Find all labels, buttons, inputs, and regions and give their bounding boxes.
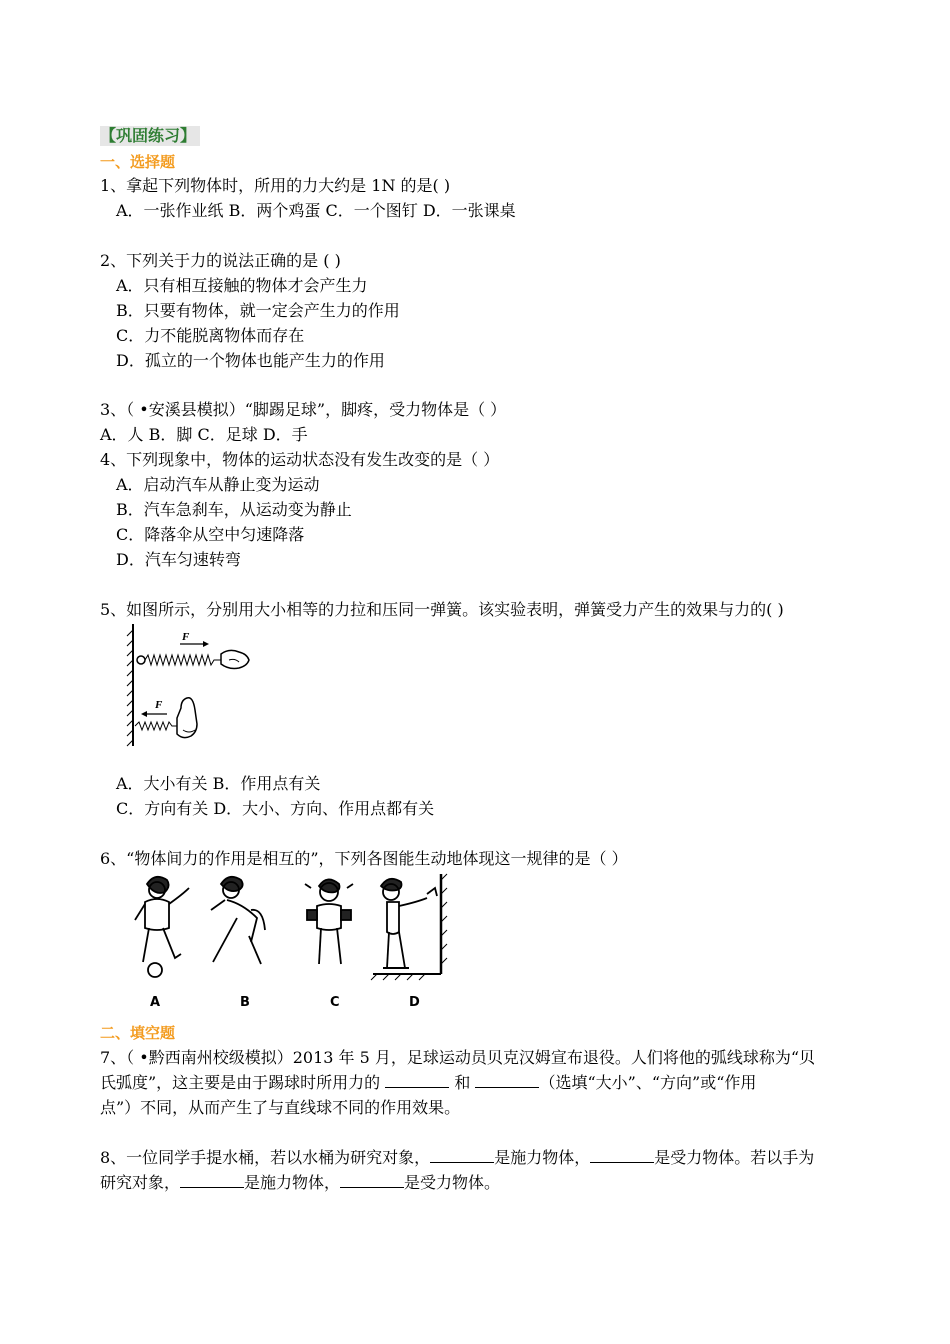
q2-stem: 2、下列关于力的说法正确的是 ( ) [100, 251, 341, 270]
q7-line2-text-b: 和 [449, 1073, 476, 1092]
interaction-figures-svg [125, 870, 455, 1012]
q8-blank-1[interactable] [430, 1148, 494, 1163]
figure-label-b: B [240, 995, 250, 1010]
q7-blank-2[interactable] [475, 1073, 539, 1088]
q7-line2-text-c: （选填“大小”、“方向”或“作用 [539, 1073, 757, 1092]
q4-option-b: B．汽车急刹车，从运动变为静止 [116, 500, 352, 519]
q8-line2-text-b: 是施力物体， [244, 1173, 341, 1192]
figure-label-a: A [150, 995, 161, 1010]
spring-figure [125, 620, 255, 750]
q8-line1-text-a: 8、一位同学手提水桶，若以水桶为研究对象， [100, 1148, 431, 1167]
q1-options: A．一张作业纸 B．两个鸡蛋 C．一个图钉 D．一张课桌 [116, 201, 516, 220]
figure-b-bending-boy [211, 877, 265, 964]
q5-options-row2: C．方向有关 D．大小、方向、作用点都有关 [116, 799, 435, 818]
spring-diagram [125, 620, 255, 750]
figure-c-fists-boy [305, 879, 353, 964]
q7-line2 [100, 1073, 756, 1093]
q8-line1-text-c: 是受力物体。若以手为 [654, 1148, 815, 1167]
q3-options: A．人 B．脚 C．足球 D．手 [100, 425, 308, 444]
q8-blank-4[interactable] [340, 1173, 404, 1188]
q8-line2-text-a: 研究对象， [100, 1173, 181, 1192]
q8-blank-2[interactable] [590, 1148, 654, 1163]
q5-stem: 5、如图所示，分别用大小相等的力拉和压同一弹簧。该实验表明，弹簧受力产生的效果与力的( ) [100, 600, 784, 619]
q3-stem: 3、（ •安溪县模拟）“脚踢足球”，脚疼，受力物体是（ ） [100, 400, 507, 419]
q6-stem: 6、“物体间力的作用是相互的”，下列各图能生动地体现这一规律的是（ ） [100, 849, 628, 868]
section-fill-heading: 二、填空题 [100, 1024, 176, 1042]
q8-line2 [100, 1173, 500, 1193]
q7-line2-text-a: 氏弧度”，这主要是由于踢球时所用力的 [100, 1073, 386, 1092]
q4-option-c: C．降落伞从空中匀速降落 [116, 525, 305, 544]
q7-line1: 7、（ •黔西南州校级模拟）2013 年 5 月，足球运动员贝克汉姆宣布退役。人们将他的弧线球称为“贝 [100, 1048, 816, 1067]
figure-label-c: C [330, 995, 340, 1010]
figure-d-pushing-boy [371, 874, 447, 980]
q5-options-row1: A．大小有关 B．作用点有关 [116, 774, 321, 793]
page-title: 【巩固练习】 [100, 126, 200, 146]
figure-label-d: D [409, 995, 420, 1010]
q8-blank-3[interactable] [180, 1173, 244, 1188]
q7-line3: 点”）不同，从而产生了与直线球不同的作用效果。 [100, 1098, 461, 1117]
q1-stem: 1、拿起下列物体时，所用的力大约是 1N 的是( ) [100, 176, 451, 195]
q2-option-b: B．只要有物体，就一定会产生力的作用 [116, 301, 400, 320]
q8-line1-text-b: 是施力物体， [494, 1148, 591, 1167]
q8-line1 [100, 1148, 814, 1168]
section-choice-heading: 一、选择题 [100, 153, 176, 171]
q2-option-a: A．只有相互接触的物体才会产生力 [116, 276, 368, 295]
q2-option-c: C．力不能脱离物体而存在 [116, 326, 305, 345]
force-label-lower: F [155, 699, 163, 711]
q4-option-a: A．启动汽车从静止变为运动 [116, 475, 320, 494]
q4-stem: 4、下列现象中，物体的运动状态没有发生改变的是（ ） [100, 450, 500, 469]
force-label-upper: F [182, 631, 190, 643]
figure-a-kicking-boy [135, 877, 189, 977]
interaction-figures [125, 870, 455, 1012]
q7-blank-1[interactable] [385, 1073, 449, 1088]
q2-option-d: D．孤立的一个物体也能产生力的作用 [116, 351, 385, 370]
q8-line2-text-c: 是受力物体。 [404, 1173, 501, 1192]
q4-option-d: D．汽车匀速转弯 [116, 550, 241, 569]
